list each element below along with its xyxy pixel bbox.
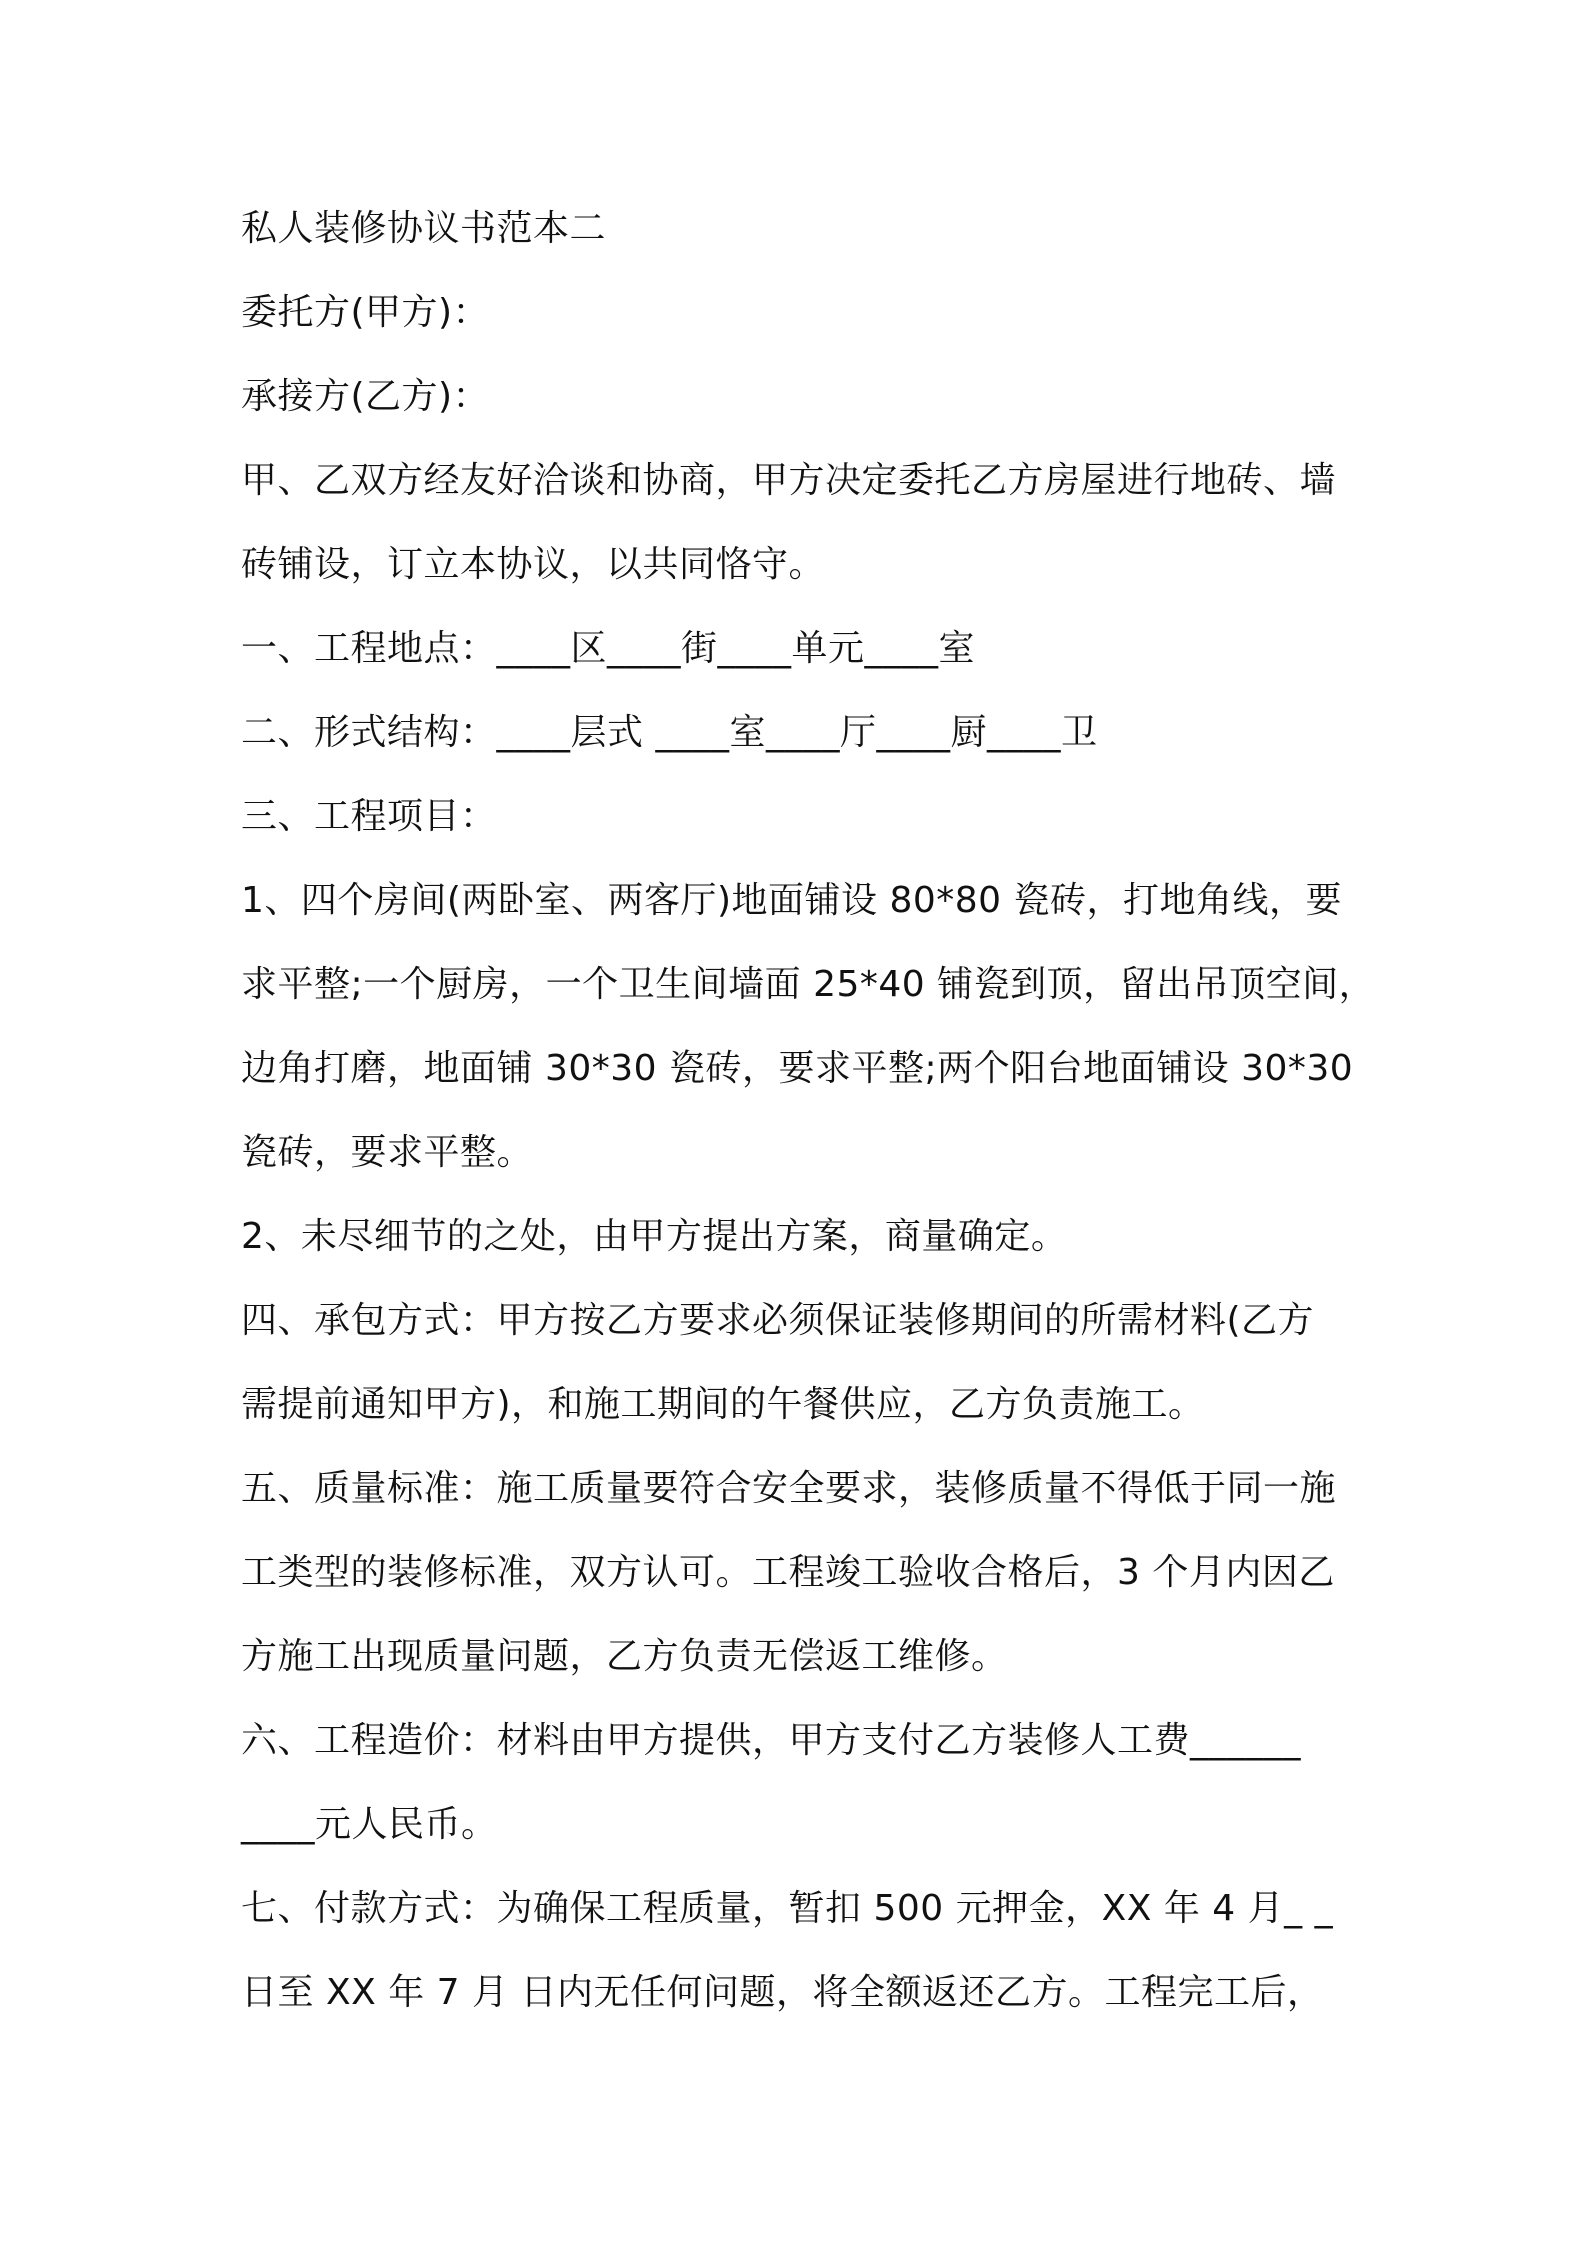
text-line-6: 二、形式结构：____层式 ____室____厅____厨____卫 xyxy=(241,712,1098,753)
text-line-14: 需提前通知甲方)，和施工期间的午餐供应，乙方负责施工。 xyxy=(241,1384,1205,1425)
text-line-8: 1、四个房间(两卧室、两客厅)地面铺设 80*80 瓷砖，打地角线，要 xyxy=(241,880,1342,921)
text-line-1: 委托方(甲方)： xyxy=(241,292,490,333)
text-line-10: 边角打磨，地面铺 30*30 瓷砖，要求平整;两个阳台地面铺设 30*30 xyxy=(241,1048,1354,1089)
text-line-18: 六、工程造价：材料由甲方提供，甲方支付乙方装修人工费______ xyxy=(241,1720,1302,1761)
text-line-3: 甲、乙双方经友好洽谈和协商，甲方决定委托乙方房屋进行地砖、墙 xyxy=(241,460,1337,501)
document-title: 私人装修协议书范本二 xyxy=(241,208,607,249)
text-line-17: 方施工出现质量问题，乙方负责无偿返工维修。 xyxy=(241,1636,1008,1677)
text-line-5: 一、工程地点：____区____街____单元____室 xyxy=(241,628,976,669)
text-line-21: 日至 XX 年 7 月 日内无任何问题，将全额返还乙方。工程完工后， xyxy=(241,1972,1324,2013)
text-line-9: 求平整;一个厨房，一个卫生间墙面 25*40 铺瓷到顶，留出吊顶空间， xyxy=(241,964,1376,1005)
text-line-12: 2、未尽细节的之处，由甲方提出方案，商量确定。 xyxy=(241,1216,1068,1257)
text-line-4: 砖铺设，订立本协议，以共同恪守。 xyxy=(241,544,826,585)
text-line-7: 三、工程项目： xyxy=(241,796,497,837)
text-line-13: 四、承包方式：甲方按乙方要求必须保证装修期间的所需材料(乙方 xyxy=(241,1300,1315,1341)
text-line-15: 五、质量标准：施工质量要符合安全要求，装修质量不得低于同一施 xyxy=(241,1468,1337,1509)
text-line-2: 承接方(乙方)： xyxy=(241,376,490,417)
text-line-11: 瓷砖，要求平整。 xyxy=(241,1132,534,1173)
text-line-16: 工类型的装修标准，双方认可。工程竣工验收合格后，3 个月内因乙 xyxy=(241,1552,1335,1593)
text-line-20: 七、付款方式：为确保工程质量，暂扣 500 元押金，XX 年 4 月_ _ xyxy=(241,1888,1334,1929)
text-line-19: ____元人民币。 xyxy=(241,1804,498,1845)
